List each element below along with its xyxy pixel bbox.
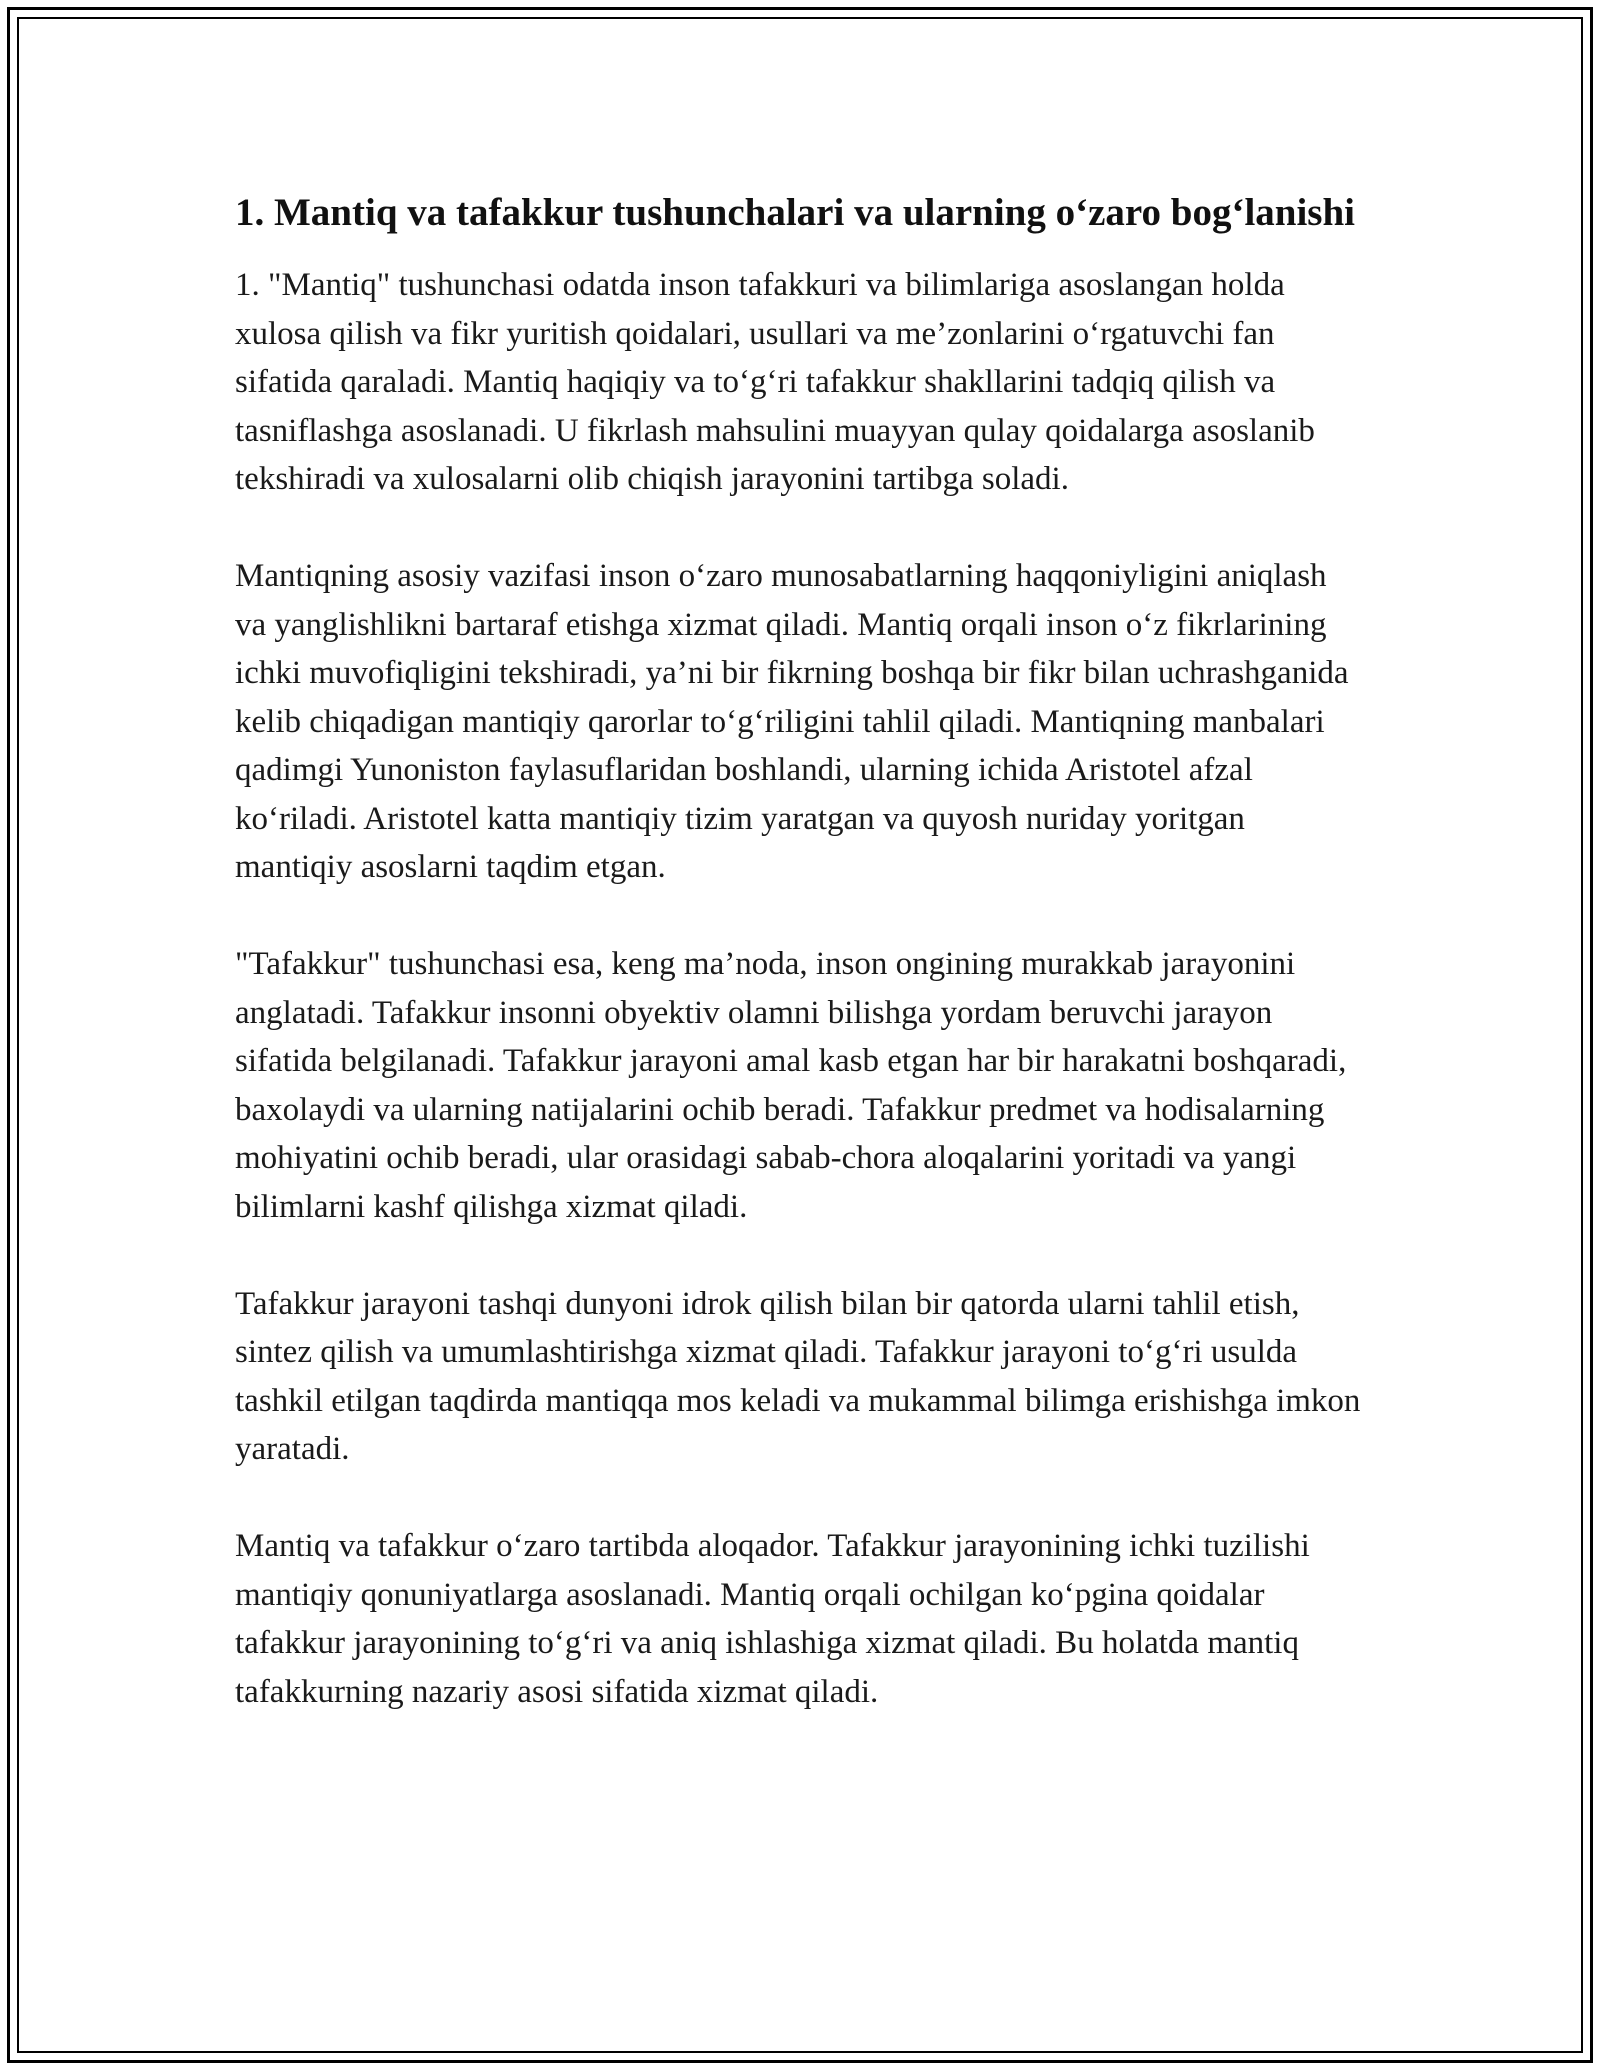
paragraph-2: Mantiqning asosiy vazifasi inson o‘zaro munosabatlarning haqqoniyligini aniqlash va yanglishlikni bartaraf etishga xizmat qiladi. Mantiq orqali inson o‘z fikrlarining ichki muvofiqligini tekshiradi, ya’ni bir fikrning boshqa bir fikr bilan uchrashganida kelib chiqadigan mantiqiy qarorlar to‘g‘riligini tahlil qiladi. Mantiqning manbalari qadimgi Yunoniston faylasuflaridan boshlandi, ularning ichida Aristotel afzal ko‘riladi. Aristotel katta mantiqiy tizim yaratgan va quyosh nuriday yoritgan mantiqiy asoslarni taqdim etgan. [235, 558, 1349, 885]
document-body [235, 185, 1365, 1716]
paragraph-3: "Tafakkur" tushunchasi esa, keng ma’noda, inson ongining murakkab jarayonini anglatadi. Tafakkur insonni obyektiv olamni bilishga yordam beruvchi jarayon sifatida belgilanadi. Tafakkur jarayoni amal kasb etgan har bir harakatni boshqaradi, baxolaydi va ularning natijalarini ochib beradi. Tafakkur predmet va hodisalarning mohiyatini ochib beradi, ular orasidagi sabab-chora aloqalarini yoritadi va yangi bilimlarni kashf qilishga xizmat qiladi. [235, 946, 1347, 1225]
document-title: 1. Mantiq va tafakkur tushunchalari va ularning o‘zaro bog‘lanishi [235, 191, 1356, 234]
paragraph-4: Tafakkur jarayoni tashqi dunyoni idrok qilish bilan bir qatorda ularni tahlil etish, sintez qilish va umumlashtirishga xizmat qiladi. Tafakkur jarayoni to‘g‘ri usulda tashkil etilgan taqdirda mantiqqa mos keladi va mukammal bilimga erishishga imkon yaratadi. [235, 1285, 1361, 1467]
paragraph-5: Mantiq va tafakkur o‘zaro tartibda aloqador. Tafakkur jarayonining ichki tuzilishi mantiqiy qonuniyatlarga asoslanadi. Mantiq orqali ochilgan ko‘pgina qoidalar tafakkur jarayonining to‘g‘ri va aniq ishlashiga xizmat qiladi. Bu holatda mantiq tafakkurning nazariy asosi sifatida xizmat qiladi. [235, 1528, 1310, 1710]
paragraph-1: 1. "Mantiq" tushunchasi odatda inson tafakkuri va bilimlariga asoslangan holda xulosa qilish va fikr yuritish qoidalari, usullari va me’zonlarini o‘rgatuvchi fan sifatida qaraladi. Mantiq haqiqiy va to‘g‘ri tafakkur shakllarini tadqiq qilish va tasniflashga asoslanadi. U fikrlash mahsulini muayyan qulay qoidalarga asoslanib tekshiradi va xulosalarni olib chiqish jarayonini tartibga soladi. [235, 267, 1315, 497]
